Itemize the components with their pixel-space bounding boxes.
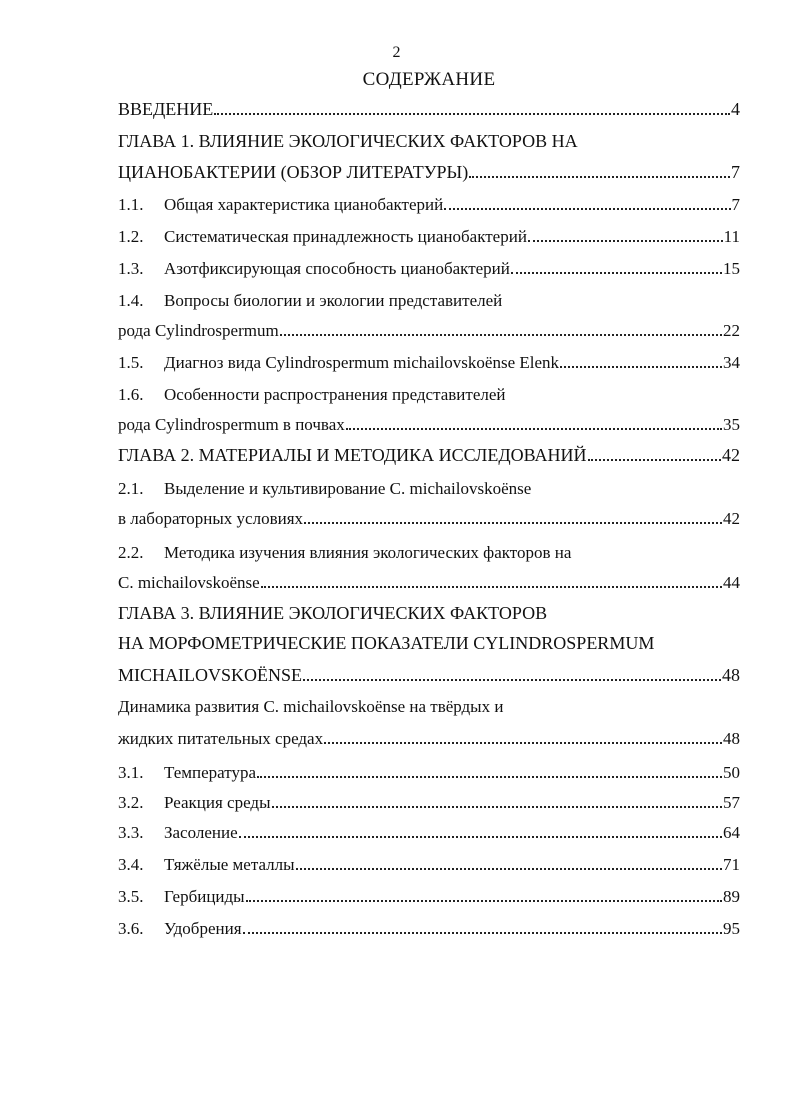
toc-entry-number: 3.3. xyxy=(118,823,144,842)
toc-entry-page: 15 xyxy=(723,259,740,278)
dot-leader xyxy=(257,774,722,778)
toc-entry-title: ЦИАНОБАКТЕРИИ (ОБЗОР ЛИТЕРАТУРЫ) xyxy=(118,162,469,182)
toc-entry xyxy=(118,789,740,817)
toc-entry-page: 35 xyxy=(723,415,740,434)
page-number: 2 xyxy=(392,44,401,61)
dot-leader xyxy=(511,270,722,274)
page-title: СОДЕРЖАНИЕ xyxy=(362,69,496,90)
toc-entry-title: Удобрения xyxy=(164,919,242,938)
toc-entry-title: MICHAILOVSKOЁNSE xyxy=(118,665,302,685)
toc-entry-page: 7 xyxy=(731,162,740,182)
toc-entry xyxy=(118,349,740,377)
toc-entry xyxy=(118,725,740,753)
dot-leader xyxy=(304,520,722,524)
toc-entry-number: 1.5. xyxy=(118,353,144,372)
toc-entry-number: 1.1. xyxy=(118,195,144,214)
toc-entry-title: Методика изучения влияния экологических факторов на xyxy=(164,543,572,562)
toc-entry xyxy=(118,759,740,787)
toc-entry-title: Азотфиксирующая способность цианобактерий xyxy=(164,259,510,278)
toc-entry xyxy=(118,475,740,503)
dot-leader xyxy=(444,206,730,210)
toc-entry xyxy=(118,851,740,879)
toc-entry xyxy=(118,629,740,657)
toc-entry-number: 1.2. xyxy=(118,227,144,246)
toc-entry xyxy=(118,819,740,847)
toc-entry-title: ГЛАВА 2. МАТЕРИАЛЫ И МЕТОДИКА ИССЛЕДОВАНИЙ xyxy=(118,445,587,465)
toc-entry-title: в лабораторных условиях xyxy=(118,509,304,528)
toc-entry-title: Реакция среды xyxy=(164,793,271,812)
toc-entry-page: 34 xyxy=(723,353,740,372)
toc-entry-number: 3.2. xyxy=(118,793,144,812)
toc-entry-title: Общая характеристика цианобактерий xyxy=(164,195,444,214)
toc-entry xyxy=(118,693,740,721)
toc-entry-number: 2.2. xyxy=(118,543,144,562)
toc-entry-number: 3.4. xyxy=(118,855,144,874)
toc-entry-title: Выделение и культивирование С. michailovskoёnse xyxy=(164,479,532,498)
toc-entry xyxy=(118,317,740,345)
toc-entry-title: С. michailovskoёnse xyxy=(118,573,260,592)
toc-entry-title: Вопросы биологии и экологии представителей xyxy=(164,291,503,310)
toc-entry xyxy=(118,95,740,123)
toc-entry-title: Особенности распространения представителей xyxy=(164,385,506,404)
dot-leader xyxy=(528,238,723,242)
dot-leader xyxy=(324,740,722,744)
dot-leader xyxy=(469,174,730,178)
dot-leader xyxy=(296,866,722,870)
dot-leader xyxy=(261,584,722,588)
dot-leader xyxy=(303,677,721,681)
toc-entry-number: 1.4. xyxy=(118,291,144,310)
toc-entry-number: 2.1. xyxy=(118,479,144,498)
toc-entry-page: 42 xyxy=(722,445,740,465)
toc-entry xyxy=(118,599,740,627)
toc-entry-title: ГЛАВА 3. ВЛИЯНИЕ ЭКОЛОГИЧЕСКИХ ФАКТОРОВ xyxy=(118,603,548,623)
dot-leader xyxy=(214,111,730,115)
dot-leader xyxy=(280,332,722,336)
toc-entry-title: Динамика развития С. michailovskoёnse на твёрдых и xyxy=(118,697,504,716)
dot-leader xyxy=(272,804,723,808)
toc-entry-page: 95 xyxy=(723,919,740,938)
dot-leader xyxy=(243,930,722,934)
toc-entry-number: 3.5. xyxy=(118,887,144,906)
toc-entry-number: 1.3. xyxy=(118,259,144,278)
toc-entry xyxy=(118,441,740,469)
toc-entry xyxy=(118,883,740,911)
toc-entry xyxy=(118,381,740,409)
dot-leader xyxy=(239,834,722,838)
toc-entry xyxy=(118,127,740,155)
toc-entry xyxy=(118,661,740,689)
toc-entry-title: жидких питательных средах xyxy=(118,729,324,748)
toc-entry-title: НА МОРФОМЕТРИЧЕСКИЕ ПОКАЗАТЕЛИ CYLINDROSPERMUM xyxy=(118,633,655,653)
toc-entry-title: Систематическая принадлежность цианобактерий xyxy=(164,227,527,246)
toc-entry xyxy=(118,191,740,219)
dot-leader xyxy=(560,364,722,368)
toc-entry-title: Засоление xyxy=(164,823,238,842)
toc-entry-page: 89 xyxy=(723,887,740,906)
toc-entry xyxy=(118,287,740,315)
toc-entry-number: 1.6. xyxy=(118,385,144,404)
toc-entry-page: 71 xyxy=(723,855,740,874)
toc-entry-page: 44 xyxy=(723,573,740,592)
toc-entry-title: ГЛАВА 1. ВЛИЯНИЕ ЭКОЛОГИЧЕСКИХ ФАКТОРОВ НА xyxy=(118,131,578,151)
toc-entry-number: 3.1. xyxy=(118,763,144,782)
toc-entry-title: ВВЕДЕНИЕ xyxy=(118,99,214,119)
toc-entry-number: 3.6. xyxy=(118,919,144,938)
toc-entry xyxy=(118,158,740,186)
toc-entry-page: 42 xyxy=(723,509,740,528)
toc-entry-page: 11 xyxy=(723,227,740,246)
dot-leader xyxy=(346,426,722,430)
toc-entry-page: 48 xyxy=(722,665,740,685)
toc-entry-page: 64 xyxy=(723,823,740,842)
toc-entry-title: Тяжёлые металлы xyxy=(164,855,295,874)
toc-entry-title: Диагноз вида Cylindrospermum michailovskoёnse Elenk xyxy=(164,353,560,372)
toc-entry xyxy=(118,255,740,283)
toc-entry xyxy=(118,505,740,533)
toc-entry-page: 57 xyxy=(723,793,740,812)
toc-entry xyxy=(118,539,740,567)
toc-entry-title: рода Cylindrospermum xyxy=(118,321,279,340)
toc-entry xyxy=(118,223,740,251)
toc-entry-page: 7 xyxy=(731,195,740,214)
toc-entry-page: 50 xyxy=(723,763,740,782)
toc-entry-title: Температура xyxy=(164,763,257,782)
toc-entry-page: 48 xyxy=(723,729,740,748)
toc-entry xyxy=(118,915,740,943)
toc-entry-title: рода Cylindrospermum в почвах xyxy=(118,415,345,434)
toc-entry xyxy=(118,411,740,439)
toc-entry-page: 22 xyxy=(723,321,740,340)
dot-leader xyxy=(588,457,721,461)
toc-entry xyxy=(118,569,740,597)
toc-entry-title: Гербициды xyxy=(164,887,245,906)
toc-entry-page: 4 xyxy=(731,99,740,119)
dot-leader xyxy=(246,898,722,902)
